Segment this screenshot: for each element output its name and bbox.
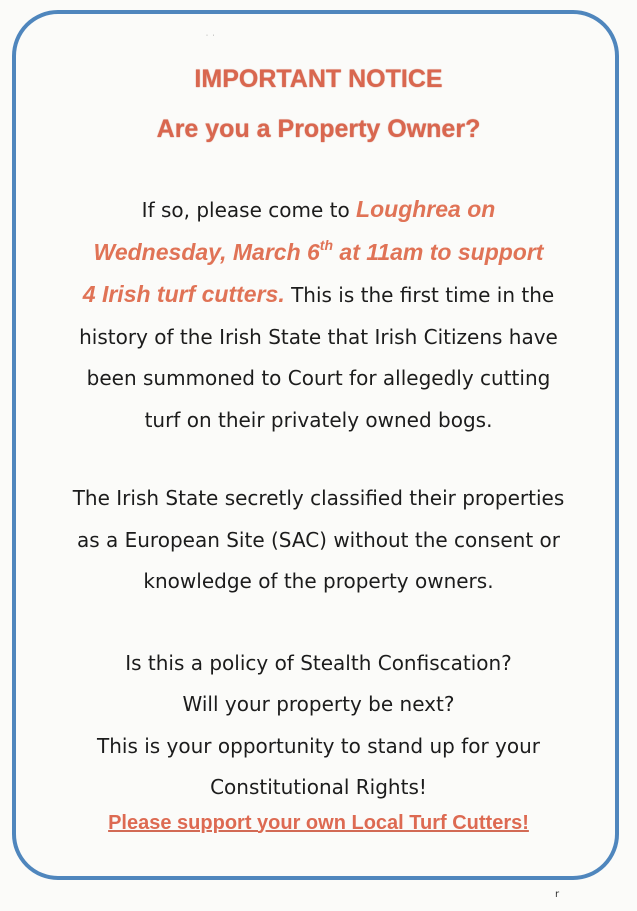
body-text-b: history of the Irish State that Irish Citizens have [79,324,558,349]
date-superscript: th [319,236,334,253]
paragraph-questions [30,643,607,809]
classification-line-2: as a European Site (SAC) without the consent or [76,527,561,552]
classification-line-1: The Irish State secretly classified their properties [72,486,565,510]
scan-speck: ˙ ˙ [205,34,216,43]
intro-text: If so, please come to [141,198,357,222]
corner-mark: r [555,889,560,900]
question-line-2: Will your property be next? [182,692,455,716]
notice-content [30,60,607,838]
paragraph-event [30,189,607,441]
date-highlight [93,236,544,265]
notice-subheading: Are you a Property Owner? [156,115,481,143]
paragraph-classification [30,478,607,603]
footer-call-to-action: Please support your own Local Turf Cutters! [108,811,529,834]
time-text: at 11am to support [333,238,544,265]
notice-heading: IMPORTANT NOTICE [194,65,443,93]
classification-line-3: knowledge of the property owners. [143,569,494,593]
body-text-c: been summoned to Court for allegedly cutting [86,366,551,390]
body-text-a: This is the first time in the [284,283,555,307]
question-line-3: This is your opportunity to stand up for your [97,733,540,758]
location-highlight: Loughrea on [356,196,496,222]
body-text-d: turf on their privately owned bogs. [144,407,493,432]
date-text: Wednesday, March 6 [93,238,320,265]
cutters-highlight: 4 Irish turf cutters. [82,281,285,307]
question-line-1: Is this a policy of Stealth Confiscation? [125,650,512,675]
question-line-4: Constitutional Rights! [210,775,427,799]
